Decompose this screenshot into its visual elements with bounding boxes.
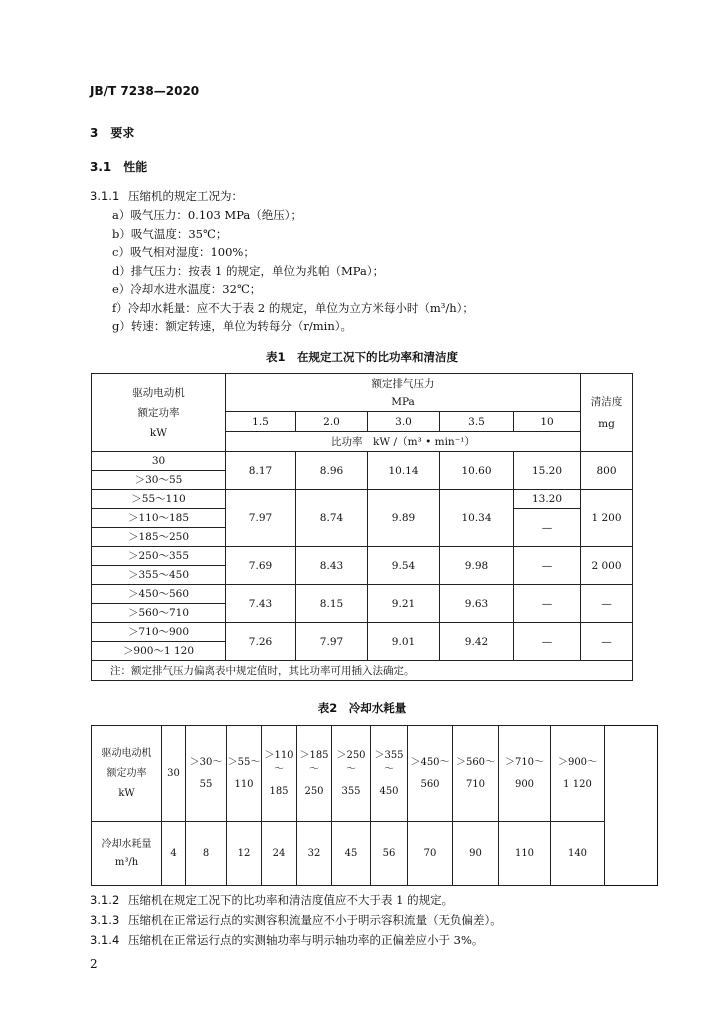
value-cell: — <box>514 623 581 661</box>
range-line: 710 <box>465 778 486 790</box>
value-cell: 9.89 <box>368 490 440 547</box>
clean-cell: 2 000 <box>581 547 633 585</box>
range-line: ＞30～ <box>189 756 223 768</box>
table2-motor-header <box>92 726 162 822</box>
header-line: 额定排气压力 <box>371 377 435 390</box>
range-line: ＞560～ <box>455 756 496 768</box>
header-line: kW <box>149 426 168 439</box>
range-cell: ＞30～55 <box>92 471 226 490</box>
condition-item: b）吸气温度：35℃； <box>112 226 228 241</box>
clause-text: 压缩机在正常运行点的实测容积流量应不小于明示容积流量（无负偏差）。 <box>128 913 502 927</box>
pressure-cell: 3.5 <box>440 412 514 432</box>
table2 <box>91 725 658 886</box>
range-line: ＞55～ <box>227 756 261 768</box>
table2-caption: 表2 冷却水耗量 <box>317 701 407 715</box>
range-cell: 30 <box>92 452 226 471</box>
clause-number: 3.1.2 <box>90 893 120 907</box>
section-heading-3: 3 要求 <box>90 126 135 140</box>
range-cell <box>162 726 186 822</box>
value-cell: 4 <box>162 822 186 886</box>
range-line: 450 <box>379 785 399 797</box>
value-cell: 9.42 <box>440 623 514 661</box>
pressure-cell: 3.0 <box>368 412 440 432</box>
range-cell <box>297 726 332 822</box>
range-line: 185 <box>269 785 289 797</box>
range-line: 110 <box>234 778 254 790</box>
clean-cell: 1 200 <box>581 490 633 547</box>
header-line: 驱动电动机 <box>101 747 152 759</box>
header-line: 冷却水耗量 <box>101 838 152 850</box>
clause-number: 3.1.3 <box>90 913 120 927</box>
value-cell: 56 <box>371 822 408 886</box>
table1-motor-header <box>92 374 226 452</box>
value-cell: 9.63 <box>440 585 514 623</box>
range-cell <box>227 726 262 822</box>
range-cell <box>371 726 408 822</box>
range-cell: ＞55～110 <box>92 490 226 509</box>
value-cell: 8.74 <box>296 490 368 547</box>
range-line: 1 120 <box>563 778 592 790</box>
condition-item: d）排气压力：按表 1 的规定，单位为兆帕（MPa）； <box>112 263 385 278</box>
value-cell: 7.26 <box>226 623 296 661</box>
value-cell: 9.98 <box>440 547 514 585</box>
value-cell: 8.96 <box>296 452 368 490</box>
value-cell: 10.60 <box>440 452 514 490</box>
header-line: mg <box>598 417 615 430</box>
header-line: m³/h <box>114 856 139 868</box>
range-line: 355 <box>341 785 361 797</box>
value-cell: 7.97 <box>226 490 296 547</box>
value-cell: 10.14 <box>368 452 440 490</box>
condition-item: g）转速：额定转速，单位为转每分（r/min）。 <box>112 319 352 333</box>
clause-number: 3.1.4 <box>90 933 120 947</box>
value-cell: 9.01 <box>368 623 440 661</box>
range-cell: ＞355～450 <box>92 566 226 585</box>
pressure-cell: 1.5 <box>226 412 296 432</box>
range-line: ＞900～ <box>557 756 598 768</box>
range-cell: ＞450～560 <box>92 585 226 604</box>
clean-cell: 800 <box>581 452 633 490</box>
value-cell: 10.34 <box>440 490 514 547</box>
range-line: ＞450～ <box>410 756 450 768</box>
value-cell: 70 <box>408 822 453 886</box>
range-cell <box>499 726 551 822</box>
value-cell: 32 <box>297 822 332 886</box>
range-cell: ＞185～250 <box>92 528 226 547</box>
value-cell: 8 <box>186 822 227 886</box>
range-line: ＞110～ <box>264 749 294 775</box>
range-line: 30 <box>167 767 180 779</box>
pressure-cell: 2.0 <box>296 412 368 432</box>
range-line: 560 <box>420 778 440 790</box>
value-cell: 8.15 <box>296 585 368 623</box>
clause-3-1-3 <box>90 910 502 930</box>
pressure-cell: 10 <box>514 412 581 432</box>
range-cell: ＞710～900 <box>92 623 226 642</box>
clause-text: 压缩机的规定工况为： <box>128 189 243 203</box>
condition-item: a）吸气压力：0.103 MPa（绝压）； <box>112 208 303 222</box>
range-line: ＞710～ <box>504 756 545 768</box>
value-cell: — <box>514 547 581 585</box>
clauses-tail <box>90 890 502 950</box>
clause-3-1-1 <box>90 188 243 204</box>
table1-clean-header <box>581 374 633 452</box>
header-line: 驱动电动机 <box>132 386 185 399</box>
range-cell: ＞110～185 <box>92 509 226 528</box>
clause-3-1-2 <box>90 890 502 910</box>
value-cell: 12 <box>227 822 262 886</box>
range-line: ＞185～ <box>299 749 329 775</box>
value-cell: 140 <box>551 822 605 886</box>
value-cell: 7.97 <box>296 623 368 661</box>
value-cell: 90 <box>453 822 499 886</box>
value-cell: 24 <box>262 822 297 886</box>
header-line: 清洁度 <box>590 395 623 408</box>
value-cell: 9.54 <box>368 547 440 585</box>
table1-pressure-header <box>226 374 581 412</box>
range-cell <box>262 726 297 822</box>
range-cell <box>332 726 371 822</box>
range-line: 55 <box>199 778 213 790</box>
header-line: 额定功率 <box>106 767 147 779</box>
condition-item: f）冷却水耗量：应不大于表 2 的规定，单位为立方米每小时（m³/h）； <box>112 300 474 315</box>
table2-water-header <box>92 822 162 886</box>
value-cell: 15.20 <box>514 452 581 490</box>
header-line: MPa <box>391 395 415 408</box>
value-cell: 45 <box>332 822 371 886</box>
clause-number: 3.1.1 <box>90 189 120 203</box>
conditions-list <box>112 206 474 336</box>
document-header: JB/T 7238—2020 <box>90 84 200 98</box>
clean-cell: — <box>581 623 633 661</box>
range-line: ＞355～ <box>374 749 404 775</box>
condition-item: e）冷却水进水温度：32℃； <box>112 282 262 296</box>
range-cell <box>551 726 605 822</box>
value-cell: 110 <box>499 822 551 886</box>
value-cell: — <box>514 585 581 623</box>
range-cell: ＞900～1 120 <box>92 642 226 661</box>
value-cell: 9.21 <box>368 585 440 623</box>
header-line: 额定功率 <box>137 406 180 419</box>
clean-cell: — <box>581 585 633 623</box>
condition-item: c）吸气相对湿度：100%； <box>112 245 255 259</box>
range-cell: ＞560～710 <box>92 604 226 623</box>
table1-unit-row: 比功率 kW /（m³ • min⁻¹） <box>226 432 581 452</box>
clause-text: 压缩机在正常运行点的实测轴功率与明示轴功率的正偏差应小于 3%。 <box>128 933 484 947</box>
table1 <box>91 373 633 681</box>
value-cell: 8.43 <box>296 547 368 585</box>
page-number: 2 <box>90 957 98 971</box>
range-cell <box>453 726 499 822</box>
range-cell <box>186 726 227 822</box>
table1-caption: 表1 在规定工况下的比功率和清洁度 <box>266 350 458 364</box>
value-cell: 13.20 <box>514 490 581 509</box>
range-line: 250 <box>304 785 324 797</box>
range-line: 900 <box>514 778 535 790</box>
table1-note: 注：额定排气压力偏离表中规定值时，其比功率可用插入法确定。 <box>92 661 633 681</box>
value-cell: 8.17 <box>226 452 296 490</box>
value-cell: 7.43 <box>226 585 296 623</box>
clause-text: 压缩机在规定工况下的比功率和清洁度值应不大于表 1 的规定。 <box>128 893 454 907</box>
range-line: ＞250～ <box>336 749 366 775</box>
clause-3-1-4 <box>90 930 502 950</box>
range-cell: ＞250～355 <box>92 547 226 566</box>
range-cell <box>408 726 453 822</box>
header-line: kW <box>118 787 135 799</box>
value-cell: — <box>514 509 581 547</box>
section-heading-3-1: 3.1 性能 <box>90 160 148 174</box>
value-cell: 7.69 <box>226 547 296 585</box>
